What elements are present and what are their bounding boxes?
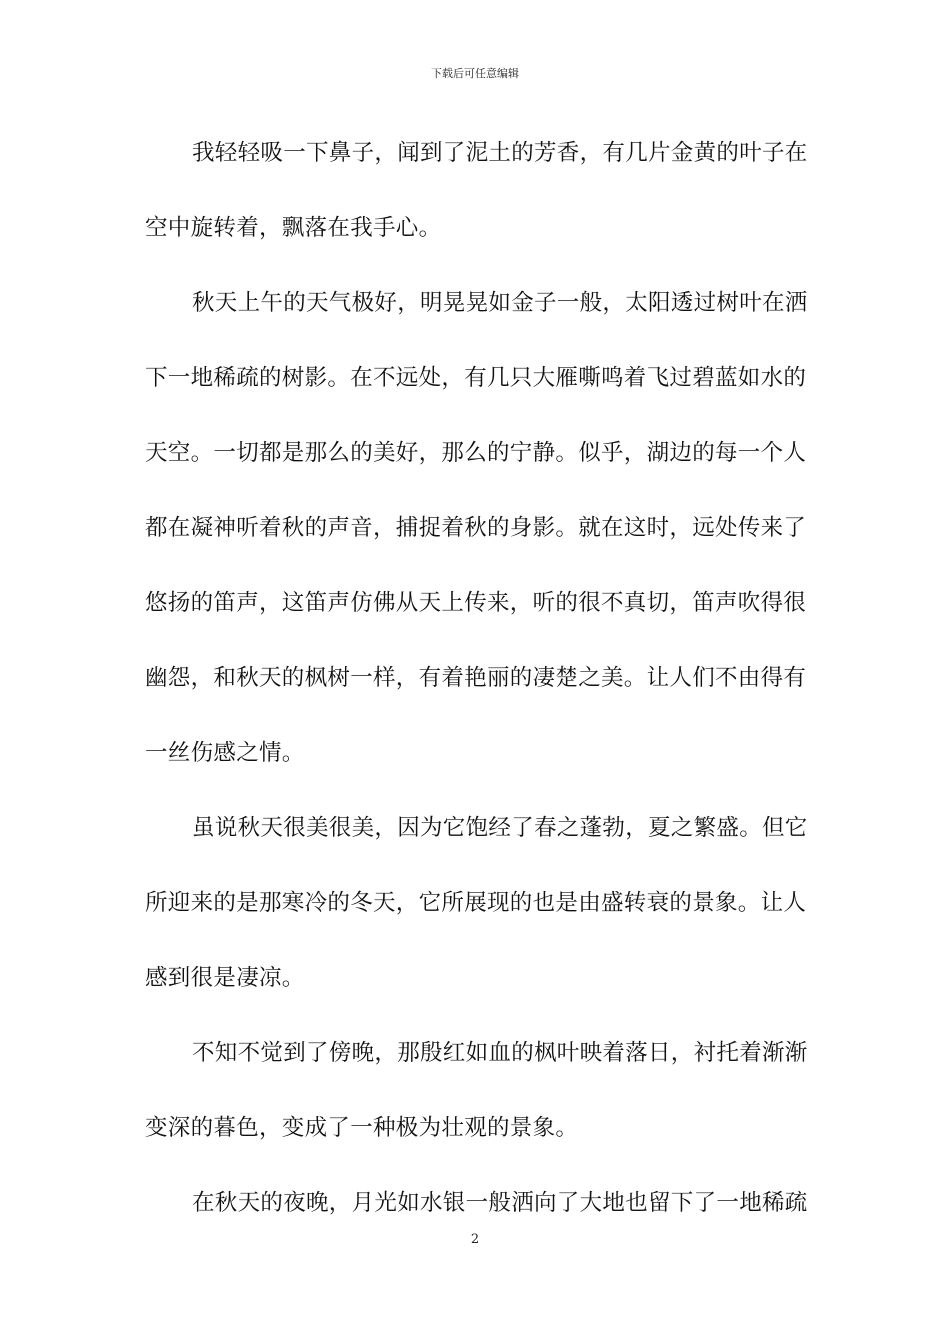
- paragraph-3-line-2: 所迎来的是那寒冷的冬天，它所展现的也是由盛转衰的景象。让人: [145, 890, 807, 916]
- document-body: [145, 131, 810, 1256]
- paragraph-4-line-1: 不知不觉到了傍晚，那殷红如血的枫叶映着落日，衬托着渐渐: [192, 1040, 808, 1066]
- paragraph-2-line-1: 秋天上午的天气极好，明晃晃如金子一般，太阳透过树叶在洒: [192, 290, 808, 316]
- paragraph-2-line-3: 天空。一切都是那么的美好，那么的宁静。似乎，湖边的每一个人: [145, 440, 807, 466]
- paragraph-3-line-1: 虽说秋天很美很美，因为它饱经了春之蓬勃，夏之繁盛。但它: [192, 815, 808, 841]
- paragraph-2-line-5: 悠扬的笛声，这笛声仿佛从天上传来，听的很不真切，笛声吹得很: [145, 590, 807, 616]
- paragraph-2-line-6: 幽怨，和秋天的枫树一样，有着艳丽的凄楚之美。让人们不由得有: [145, 665, 807, 691]
- paragraph-2-line-7: 一丝伤感之情。: [145, 740, 305, 766]
- paragraph-2-line-2: 下一地稀疏的树影。在不远处，有几只大雁嘶鸣着飞过碧蓝如水的: [145, 365, 807, 391]
- paragraph-1-line-2: 空中旋转着，飘落在我手心。: [145, 215, 442, 241]
- paragraph-2-line-4: 都在凝神听着秋的声音，捕捉着秋的身影。就在这时，远处传来了: [145, 515, 807, 541]
- page-number: 2: [470, 1232, 480, 1247]
- paragraph-4-line-2: 变深的暮色，变成了一种极为壮观的景象。: [145, 1115, 579, 1141]
- paragraph-1-line-1: 我轻轻吸一下鼻子，闻到了泥土的芳香，有几片金黄的叶子在: [192, 140, 808, 166]
- paragraph-3-line-3: 感到很是凄凉。: [145, 965, 305, 991]
- paragraph-5-line-1: 在秋天的夜晚，月光如水银一般洒向了大地也留下了一地稀疏: [192, 1190, 808, 1216]
- page-header: 下载后可任意编辑: [431, 67, 519, 80]
